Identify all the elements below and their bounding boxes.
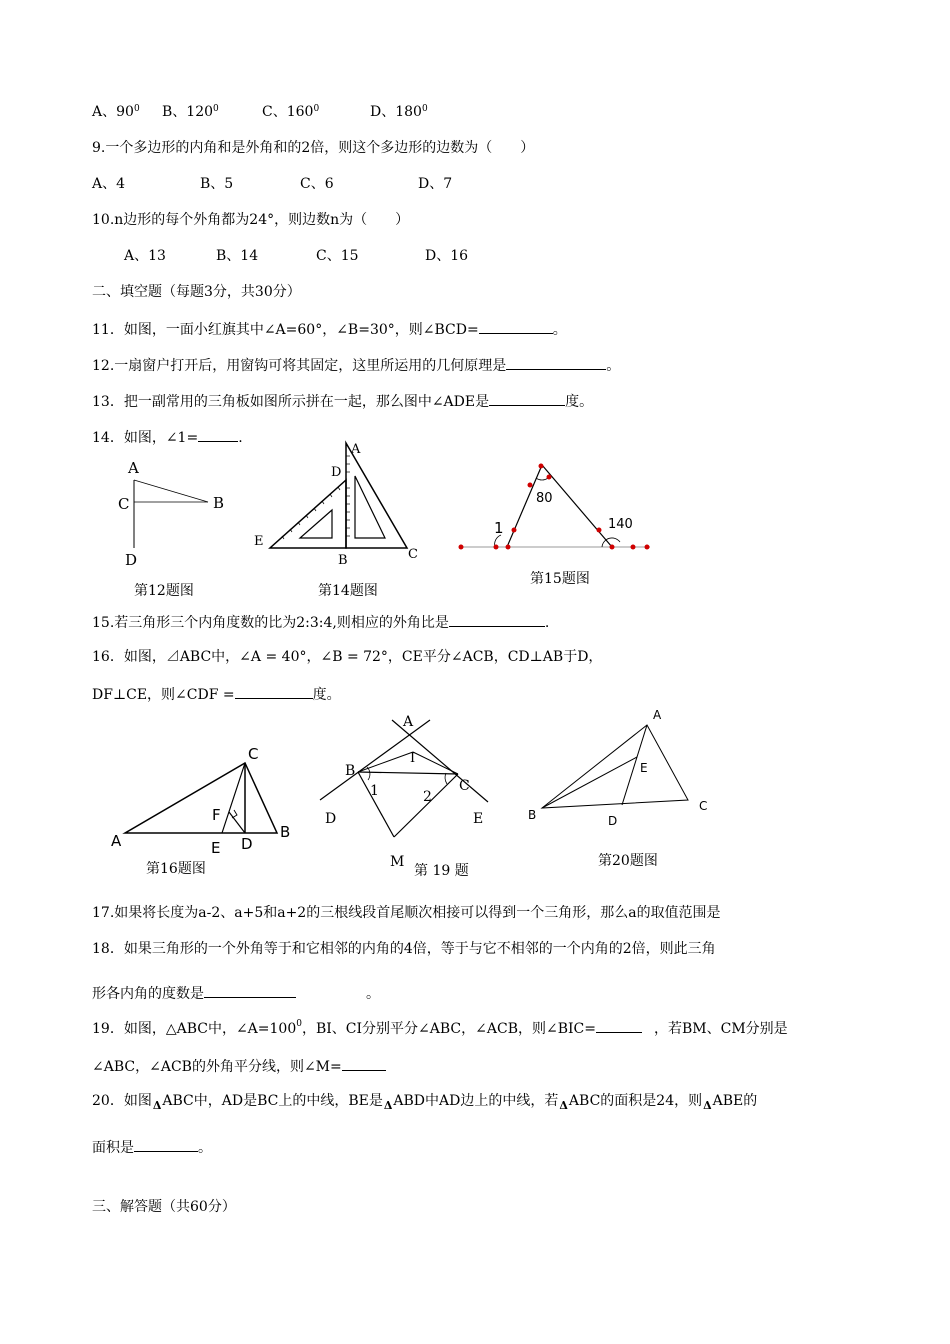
fig19-angle-1: 1 [370,783,379,799]
q15-answer-blank[interactable] [449,612,545,627]
q14-text: 14．如图，∠1= . [92,427,243,447]
fig16-label-b: B [280,823,291,841]
q18-answer-blank[interactable] [204,983,296,998]
figure-19 [310,710,495,880]
fig12-caption: 第12题图 [134,583,194,599]
triangle-icon: Δ [703,1099,712,1112]
q9-option-b: B、5 [200,176,234,192]
fig15-angle-1: 1 [494,519,504,537]
fig19-angle-2: 2 [423,789,432,805]
fig20-label-c: C [699,799,708,813]
q20-line-1: 20．如图ΔABC中，AD是BC上的中线，BE是ΔABD中AD边上的中线，若ΔABC的面积是24，则ΔABE的 [92,1092,757,1115]
q20-line-2: 面积是 。 [92,1137,212,1157]
q10-option-b: B、14 [216,248,259,264]
fig19-label-i: I [410,751,416,766]
q18-line-2: 形各内角的度数是 。 [92,983,380,1003]
fig20-label-d: D [608,814,618,828]
fig16-label-e: E [211,839,221,857]
fig19-label-a: A [403,714,414,730]
fig14-label-e: E [254,534,264,549]
q10-option-a: A、13 [124,248,166,264]
q9-option-a: A、4 [92,176,126,192]
fig19-label-c: C [459,778,470,794]
fig12-label-d: D [125,551,138,569]
q15-text: 15.若三角形三个内角度数的比为2:3:4,则相应的外角比是 . [92,612,549,632]
q8-option-b: B、$120^0$ [162,104,219,120]
fig19-label-m: M [390,854,405,870]
fig14-label-b: B [338,553,348,568]
figure-12 [110,455,240,570]
q9-option-d: D、7 [418,176,453,192]
fig20-label-a: A [653,708,662,722]
q18-line-1: 18．如果三角形的一个外角等于和它相邻的内角的4倍，等于与它不相邻的一个内角的2倍，则此三角 [92,941,716,957]
q13-text: 13．把一副常用的三角板如图所示拼在一起，那么图中∠ADE是 度。 [92,391,593,411]
q12-text: 12.一扇窗户打开后，用窗钩可将其固定，这里所运用的几何原理是 。 [92,355,620,375]
fig16-label-a: A [111,832,122,850]
fig12-label-c: C [118,495,130,513]
fig14-label-c: C [408,547,418,562]
figure-14 [250,438,430,573]
q8-option-c: C、$160^0$ [262,104,320,120]
fig20-caption: 第20题图 [598,853,658,869]
q9-option-c: C、6 [300,176,334,192]
q12-answer-blank[interactable] [506,355,606,370]
q10-text: 10.n边形的每个外角都为24°，则边数n为（ ） [92,212,410,228]
triangle-icon: Δ [559,1099,568,1112]
q17-text: 17.如果将长度为a-2、a+5和a+2的三根线段首尾顺次相接可以得到一个三角形，那么a的取值范围是 [92,905,721,921]
q19-bic-blank[interactable] [596,1018,642,1033]
q16-line-2: DF⊥CE，则∠CDF = 度。 [92,684,341,704]
fig12-label-a: A [128,459,139,477]
fig20-label-b: B [528,808,537,822]
q8-option-d: D、$180^0$ [370,104,428,120]
fig15-angle-80: 80 [536,491,553,506]
q20-answer-blank[interactable] [134,1137,198,1152]
q9-options [92,175,452,193]
q11-answer-blank[interactable] [479,319,553,334]
q8-option-a: A、$90^0$ [92,104,140,120]
fig14-label-a: A [351,442,361,457]
section-3-heading: 三、解答题（共60分） [92,1199,236,1215]
triangle-icon: Δ [152,1099,162,1112]
q13-answer-blank[interactable] [489,391,565,406]
q10-option-c: C、15 [316,248,359,264]
triangle-icon: Δ [383,1099,393,1112]
fig15-caption: 第15题图 [530,571,590,587]
fig16-label-d: D [241,835,253,853]
q19-line-2: ∠ABC，∠ACB的外角平分线，则∠M= [92,1056,386,1076]
fig16-label-c: C [248,745,259,763]
q8-options [92,103,428,121]
q19-line-1: 19．如图，△ABC中，$\angle A=100^0$，BI、CI分别平分∠ABC，∠ACB，则∠BIC= ，若BM、CM分别是 [92,1019,788,1037]
fig12-label-b: B [213,494,225,512]
q10-option-d: D、16 [425,248,469,264]
section-2-heading: 二、填空题（每题3分，共30分） [92,284,301,300]
fig19-label-e: E [473,811,484,827]
fig20-label-e: E [640,761,648,775]
fig16-label-f: F [212,806,221,824]
q10-options [124,247,468,265]
fig14-caption: 第14题图 [318,583,378,599]
fig15-angle-140: 140 [608,517,633,532]
figure-15 [450,455,660,560]
figure-16 [105,745,305,855]
q11-text: 11．如图，一面小红旗其中∠A=60°，∠B=30°，则∠BCD= 。 [92,319,567,339]
q19-m-blank[interactable] [342,1056,386,1071]
fig19-label-d: D [325,811,337,827]
fig19-label-b: B [345,763,356,779]
fig16-caption: 第16题图 [146,861,206,877]
figure-20 [522,705,722,835]
q16-line-1: 16．如图，⊿ABC中，∠A = 40°，∠B = 72°，CE平分∠ACB，CD⊥AB于D， [92,649,603,665]
q14-answer-blank[interactable] [198,427,238,442]
fig14-label-d: D [331,465,342,480]
q16-answer-blank[interactable] [235,684,313,699]
fig19-caption: 第 19 题 [414,863,469,879]
q9-text: 9.一个多边形的内角和是外角和的2倍，则这个多边形的边数为（ ） [92,140,535,156]
